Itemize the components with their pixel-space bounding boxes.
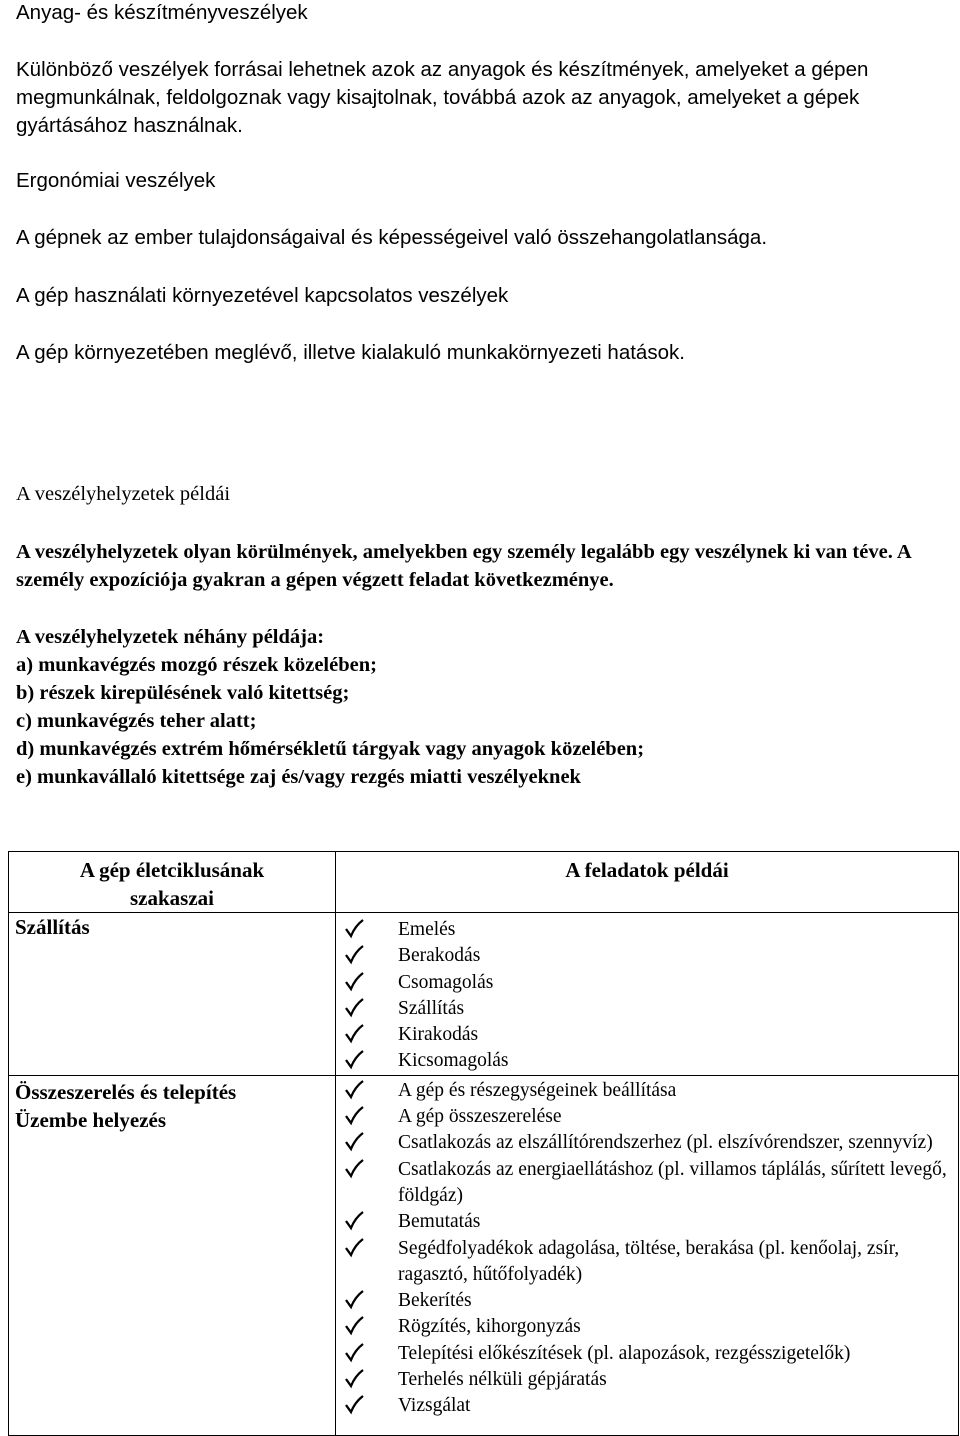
tasks-cell — [336, 913, 959, 1076]
phase-cell — [9, 1075, 336, 1435]
task-item: Berakodás — [336, 943, 958, 969]
task-item: Segédfolyadékok adagolása, töltése, berakása (pl. kenőolaj, zsír, ragasztó, hűtőfolyadék) — [336, 1236, 958, 1289]
example-item: e) munkavállaló kitettsége zaj és/vagy rezgés miatti veszélyeknek — [16, 766, 581, 788]
checkmark-icon — [344, 1104, 364, 1126]
task-item: Csomagolás — [336, 970, 958, 996]
tasks-cell — [336, 1075, 959, 1435]
hazards-definition: A veszélyhelyzetek olyan körülmények, amelyekben egy személy legalább egy veszélynek ki van téve. A személy expozíciója gyakran a gépen végzett feladat következménye. — [16, 541, 911, 591]
phase-cell — [9, 913, 336, 1076]
checkmark-icon — [344, 1236, 364, 1258]
example-item: a) munkavégzés mozgó részek közelében; — [16, 654, 377, 676]
checkmark-icon — [344, 1209, 364, 1231]
task-item: Csatlakozás az energiaellátáshoz (pl. villamos táplálás, sűrített levegő, földgáz) — [336, 1157, 958, 1210]
task-item: Kirakodás — [336, 1022, 958, 1048]
checkmark-icon — [344, 1367, 364, 1389]
task-list — [336, 1078, 958, 1420]
task-item: Terhelés nélküli gépjáratás — [336, 1367, 958, 1393]
phase-name: Összeszerelés és telepítés — [15, 1079, 237, 1104]
task-item: A gép összeszerelése — [336, 1104, 958, 1130]
example-item: d) munkavégzés extrém hőmérsékletű tárgyak vagy anyagok közelében; — [16, 738, 645, 760]
task-item: Telepítési előkészítések (pl. alapozások, rezgésszigetelők) — [336, 1341, 958, 1367]
task-item: Bemutatás — [336, 1209, 958, 1235]
task-item: Rögzítés, kihorgonyzás — [336, 1314, 958, 1340]
task-list — [336, 917, 958, 1075]
checkmark-icon — [344, 970, 364, 992]
environment-text: A gép környezetében meglévő, illetve kialakuló munkakörnyezeti hatások. — [16, 341, 685, 364]
checkmark-icon — [344, 917, 364, 939]
checkmark-icon — [344, 1022, 364, 1044]
ergonomic-text: A gépnek az ember tulajdonságaival és képességeivel való összehangolatlansága. — [16, 226, 768, 249]
checkmark-icon — [344, 996, 364, 1018]
page-title: Anyag- és készítményveszélyek — [16, 1, 308, 24]
environment-heading: A gép használati környezetével kapcsolatos veszélyek — [16, 284, 509, 307]
ergonomic-heading: Ergonómiai veszélyek — [16, 169, 216, 192]
task-item: Vizsgálat — [336, 1393, 958, 1419]
column-header-phases: A gép életciklusának szakaszai — [9, 852, 336, 913]
table-header-row — [9, 852, 959, 913]
example-item: b) részek kirepülésének való kitettség; — [16, 682, 350, 704]
phase-name: Üzembe helyezés — [15, 1107, 167, 1132]
checkmark-icon — [344, 1048, 364, 1070]
task-item: Kicsomagolás — [336, 1048, 958, 1074]
checkmark-icon — [344, 1157, 364, 1179]
task-item: Bekerítés — [336, 1288, 958, 1314]
checkmark-icon — [344, 943, 364, 965]
examples-intro: A veszélyhelyzetek néhány példája: — [16, 626, 325, 648]
task-item: Csatlakozás az elszállítórendszerhez (pl. elszívórendszer, szennyvíz) — [336, 1130, 958, 1156]
example-item: c) munkavégzés teher alatt; — [16, 710, 257, 732]
phase-name: Szállítás — [15, 915, 90, 939]
table-row — [9, 913, 959, 1076]
hazards-examples — [16, 623, 952, 791]
hazards-heading: A veszélyhelyzetek példái — [16, 483, 231, 505]
lifecycle-table — [8, 851, 959, 1436]
checkmark-icon — [344, 1314, 364, 1336]
checkmark-icon — [344, 1130, 364, 1152]
table-row — [9, 1075, 959, 1435]
task-item: Emelés — [336, 917, 958, 943]
checkmark-icon — [344, 1393, 364, 1415]
checkmark-icon — [344, 1288, 364, 1310]
checkmark-icon — [344, 1341, 364, 1363]
intro-paragraph: Különböző veszélyek forrásai lehetnek azok az anyagok és készítmények, amelyeket a gépen megmunkálnak, feldolgoznak vagy kisajtolnak, továbbá azok az anyagok, amelyeket a gépek gyártásához használnak. — [16, 58, 869, 137]
task-item: A gép és részegységeinek beállítása — [336, 1078, 958, 1104]
task-item: Szállítás — [336, 996, 958, 1022]
checkmark-icon — [344, 1078, 364, 1100]
column-header-tasks: A feladatok példái — [336, 852, 959, 913]
